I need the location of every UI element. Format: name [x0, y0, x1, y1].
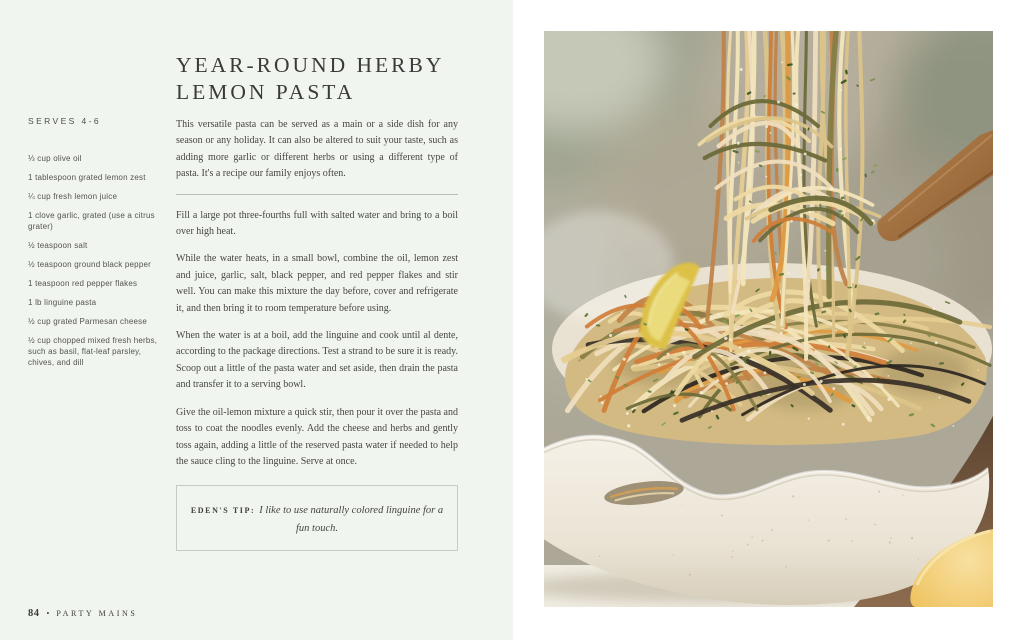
- section-label: PARTY MAINS: [56, 609, 138, 618]
- ingredient-item: ¼ cup fresh lemon juice: [28, 192, 118, 201]
- step-paragraph: Fill a large pot three-fourths full with salted water and bring to a boil over high heat.: [176, 209, 458, 238]
- ingredient-item: 1 teaspoon red pepper flakes: [28, 279, 138, 288]
- right-page: [513, 0, 1024, 640]
- intro-paragraph: This versatile pasta can be served as a main or a side dish for any season or any holiday. It can also be altered to suit your taste, such as adding more garlic or different herbs or using a different type of pasta. It's a recipe our family enjoys often.: [176, 119, 458, 180]
- page-footer: [28, 608, 137, 619]
- ingredient-item: 1 tablespoon grated lemon zest: [28, 173, 146, 182]
- ingredient-item: ½ cup grated Parmesan cheese: [28, 317, 148, 326]
- recipe-title-line2: LEMON PASTA: [176, 79, 356, 104]
- ingredient-item: ½ teaspoon ground black pepper: [28, 260, 151, 269]
- step-paragraph: While the water heats, in a small bowl, combine the oil, lemon zest and juice, garlic, salt, black pepper, and red pepper flakes and stir well. You can make this mixture the day before, cover and refrigerate it, and then bring it to room temperature before using.: [176, 253, 458, 314]
- recipe-title-line1: YEAR-ROUND HERBY: [176, 53, 445, 77]
- recipe-body: [176, 52, 458, 551]
- ingredients-sidebar: [28, 116, 158, 376]
- tip-box: [176, 485, 458, 551]
- recipe-title: [176, 52, 458, 105]
- tip-text: I like to use naturally colored linguine for a fun touch.: [259, 505, 444, 535]
- ingredient-item: 1 lb linguine pasta: [28, 298, 97, 307]
- section-divider: [176, 194, 458, 195]
- ingredients-list: [28, 153, 158, 368]
- ingredient-item: 1 clove garlic, grated (use a citrus grater): [28, 211, 155, 231]
- step-paragraph: Give the oil-lemon mixture a quick stir, then pour it over the pasta and toss to coat the noodles evenly. Add the cheese and herbs and gently toss again, adding a little of the reserved pasta water if needed to help the sauce cling to the linguine. Serve at once.: [176, 406, 458, 467]
- ingredient-item: ½ teaspoon salt: [28, 241, 88, 250]
- recipe-photo: [544, 31, 993, 607]
- footer-separator: •: [46, 609, 50, 618]
- step-paragraph: When the water is at a boil, add the linguine and cook until al dente, according to the package directions. Test a strand to be sure it is ready. Scoop out a little of the pasta water and set aside, then drain the pasta and transfer it to a serving bowl.: [176, 330, 458, 391]
- tip-label: EDEN'S TIP:: [190, 506, 256, 516]
- ingredient-item: ½ cup chopped mixed fresh herbs, such as basil, flat-leaf parsley, chives, and dill: [28, 336, 158, 367]
- serves-label: SERVES 4-6: [28, 116, 101, 126]
- page-number: 84: [28, 608, 40, 619]
- ingredient-item: ⅓ cup olive oil: [28, 154, 82, 163]
